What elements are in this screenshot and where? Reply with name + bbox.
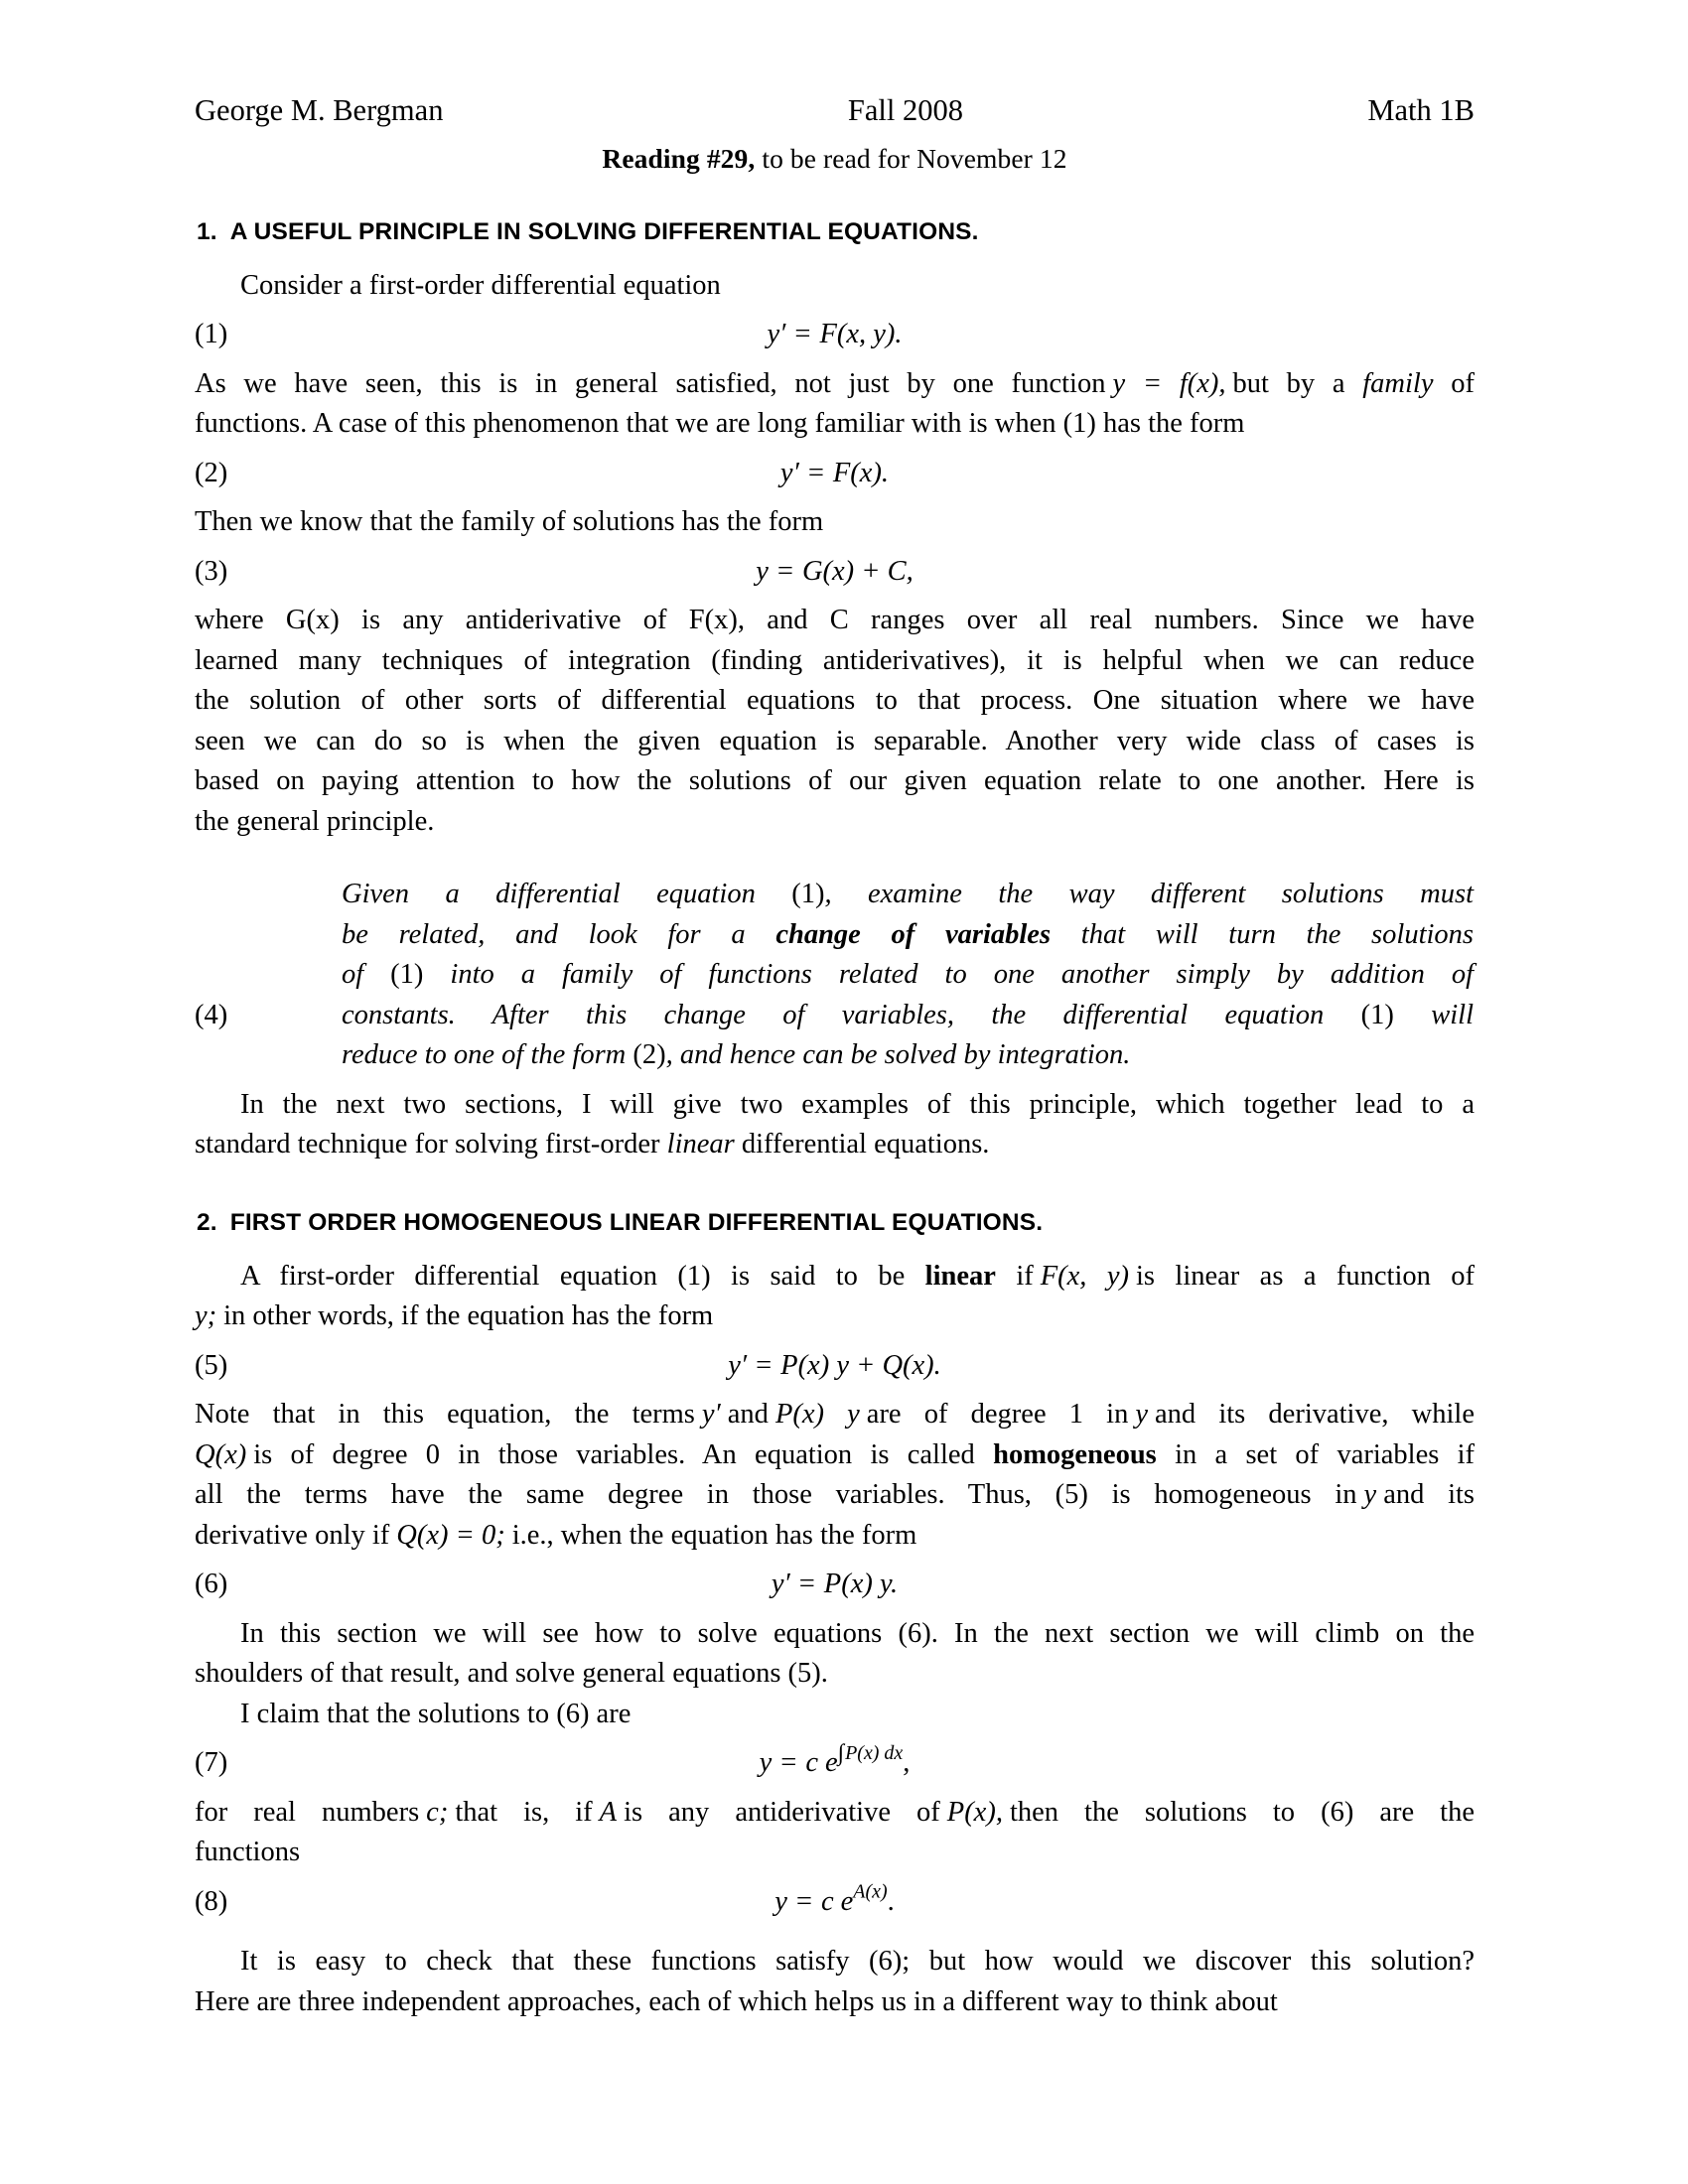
section-1-paragraph-2: Then we know that the family of solutions has the form: [195, 506, 824, 537]
paragraph-line: [195, 1435, 1475, 1476]
section-2-heading: [195, 1209, 1475, 1237]
equation-8: [195, 1882, 1475, 1923]
reading-rest: to be read for November 12: [755, 142, 1067, 174]
section-2-paragraph-1: [195, 1257, 1475, 1337]
equation-7-op: =: [780, 1747, 797, 1778]
section-1-paragraph-4: [195, 1085, 1475, 1165]
equation-2-tag: (2): [195, 457, 228, 488]
paragraph-line: seen we can do so is when the given equation is separable. Another very wide class of cases is: [195, 725, 1475, 756]
equation-3-rhs: G(x) + C,: [801, 555, 914, 587]
equation-6-expression: [195, 1565, 1475, 1605]
equation-6-lhs: y′: [771, 1569, 790, 1599]
paragraph-line: [195, 1125, 1475, 1165]
principle-line-4: constants. After this change of variables, the differential equation (1) will: [342, 999, 1474, 1030]
s2-p1-math: F(x, y): [1040, 1260, 1129, 1292]
s2-p2-m1: y′: [701, 1399, 721, 1430]
principle-line-5: reduce to one of the form (2), and hence can be solved by integration.: [342, 1039, 1131, 1070]
p1-l1-end: but by a: [1232, 367, 1345, 399]
p4-l2a: standard technique for solving first-order: [195, 1129, 660, 1160]
principle-block-4: [195, 875, 1475, 1076]
s2-p5-m2: A: [599, 1796, 618, 1828]
principle-line-2: be related, and look for a change of variables that will turn the solutions: [342, 918, 1474, 950]
s2-p5-l1c: is any antiderivative of: [624, 1796, 940, 1828]
p4-l2b: differential equations.: [741, 1129, 990, 1160]
s2-p1-l2-math: y;: [195, 1300, 217, 1331]
paragraph-line: [195, 1475, 1475, 1516]
equation-7-exponent-body: P(x) dx: [845, 1741, 904, 1764]
paragraph-line: It is easy to check that these functions satisfy (6); but how would we discover this solution?: [240, 1946, 1475, 1977]
p4-l2-italic: linear: [666, 1129, 735, 1160]
equation-2-expression: [195, 454, 1475, 494]
equation-5: [195, 1346, 1475, 1387]
s2-p5-l1a: for real numbers: [195, 1796, 420, 1828]
equation-8-lhs: y: [774, 1885, 787, 1917]
equation-8-base: e: [840, 1885, 854, 1917]
page-header: [195, 95, 1475, 126]
equation-8-expression: [195, 1882, 1475, 1923]
section-2-title: FIRST ORDER HOMOGENEOUS LINEAR DIFFERENTIAL EQUATIONS.: [229, 1208, 1044, 1236]
paragraph-line: where G(x) is any antiderivative of F(x), and C ranges over all real numbers. Since we have: [195, 605, 1475, 635]
s2-p5-l1d: then the solutions to (6) are the: [1009, 1796, 1475, 1828]
header-author: George M. Bergman: [195, 93, 444, 127]
principle-line-1: Given a differential equation (1), examine the way different solutions must: [342, 879, 1474, 909]
section-2-paragraph-5: [195, 1793, 1475, 1873]
s2-p2-bold-homogeneous: homogeneous: [993, 1438, 1157, 1470]
equation-6: [195, 1565, 1475, 1605]
equation-7-tag: (7): [195, 1747, 228, 1778]
equation-7-exponent: [837, 1740, 904, 1767]
s2-p2-l2a: is of degree 0 in those variables. An equation is called: [253, 1438, 975, 1470]
equation-7-lhs: y: [759, 1747, 773, 1778]
s2-p5-m1: c;: [426, 1796, 449, 1828]
equation-3-lhs: y: [756, 555, 769, 587]
paragraph-line: [195, 364, 1475, 405]
p1-l1-math: y = f(x),: [1112, 367, 1226, 399]
section-2-paragraph-3: [195, 1614, 1475, 1695]
equation-7-trail: ,: [903, 1747, 911, 1778]
s2-p5-l1b: that is, if: [455, 1796, 593, 1828]
principle-bold-phrase: change of variables: [775, 918, 1052, 950]
s2-p1-end: is linear as a function of: [1135, 1260, 1476, 1292]
s2-p2-l1c: and its derivative, while: [1155, 1399, 1475, 1430]
equation-7-coef: c: [805, 1747, 819, 1778]
s2-p1-l1: A first-order differential equation (1) is said to be: [240, 1260, 906, 1292]
equation-1-rhs: F(x, y).: [819, 319, 903, 349]
equation-3-op: =: [776, 555, 793, 587]
paragraph-line: learned many techniques of integration (finding antiderivatives), it is helpful when we can reduce: [195, 644, 1475, 676]
s2-p2-m2: P(x) y: [774, 1399, 860, 1430]
section-1-heading: [195, 218, 1475, 246]
equation-2-lhs: y′: [779, 457, 799, 488]
equation-8-trail: .: [887, 1885, 895, 1917]
equation-7-expression: [195, 1740, 1475, 1784]
s2-p2-l4b: i.e., when the equation has the form: [511, 1519, 917, 1551]
s2-p2-l4-m: Q(x) = 0;: [396, 1519, 505, 1551]
equation-5-lhs: y′: [728, 1349, 748, 1381]
paragraph-line: Here are three independent approaches, each of which helps us in a different way to think about: [195, 1985, 1278, 2017]
p1-l1-of: of: [1451, 367, 1475, 399]
s2-p2-l4a: derivative only if: [195, 1519, 390, 1551]
equation-1-lhs: y′: [767, 319, 786, 349]
paragraph-line: [195, 1395, 1475, 1435]
s2-p2-l1a: Note that in this equation, the terms: [195, 1399, 695, 1430]
paragraph-line: [195, 1297, 1475, 1337]
s2-p2-l3-m: y: [1363, 1479, 1377, 1510]
s2-p2-l1b: are of degree 1 in: [866, 1399, 1129, 1430]
equation-8-coef: c: [820, 1885, 834, 1917]
header-course: Math 1B: [1367, 93, 1475, 127]
equation-4-tag: (4): [195, 1000, 228, 1030]
paragraph-line: shoulders of that result, and solve general equations (5).: [195, 1658, 828, 1689]
section-1-intro: Consider a first-order differential equation: [240, 269, 721, 301]
equation-2-rhs: F(x).: [832, 457, 890, 488]
equation-3-tag: (3): [195, 555, 228, 587]
principle-line-3: of (1) into a family of functions related to one another simply by addition of: [342, 959, 1474, 990]
s2-p2-l2-m1: Q(x): [195, 1438, 247, 1470]
paragraph-line: [195, 1793, 1475, 1834]
paragraph-line: [195, 1257, 1475, 1297]
paragraph-line: the solution of other sorts of differential equations to that process. One situation where we have: [195, 685, 1475, 716]
paragraph-line: In this section we will see how to solve equations (6). In the next section we will climb on the: [240, 1617, 1475, 1649]
equation-3: [195, 552, 1475, 593]
paragraph-line: the general principle.: [195, 805, 435, 837]
paragraph-line: [195, 1516, 1475, 1557]
paragraph-line: based on paying attention to how the solutions of our given equation relate to one another. Here is: [195, 765, 1475, 796]
paragraph-line: In the next two sections, I will give two examples of this principle, which together lead to a: [240, 1088, 1475, 1120]
equation-6-tag: (6): [195, 1569, 228, 1599]
section-2-number: 2.: [197, 1208, 217, 1236]
s2-p2-m3: y: [1135, 1399, 1149, 1430]
reading-label: Reading #29,: [602, 142, 756, 174]
paragraph-line: functions: [195, 1837, 301, 1867]
section-1-number: 1.: [197, 217, 217, 245]
s2-p1-l2: in other words, if the equation has the form: [223, 1300, 714, 1331]
equation-1-expression: [195, 315, 1475, 355]
section-1-paragraph-3: [195, 601, 1475, 842]
s2-p1-bold-linear: linear: [924, 1260, 996, 1292]
equation-5-op: =: [756, 1349, 773, 1381]
paragraph-line: functions. A case of this phenomenon that we are long familiar with is when (1) has the form: [195, 408, 1245, 439]
equation-8-op: =: [795, 1885, 812, 1917]
p1-l1-italic: family: [1362, 367, 1434, 399]
s2-p1-if: if: [1016, 1260, 1034, 1292]
equation-6-rhs: P(x) y.: [823, 1569, 899, 1599]
equation-1: [195, 315, 1475, 355]
equation-3-expression: [195, 552, 1475, 593]
equation-5-tag: (5): [195, 1349, 228, 1381]
section-2-paragraph-4: I claim that the solutions to (6) are: [240, 1698, 632, 1729]
equation-1-op: =: [794, 319, 811, 349]
equation-2-op: =: [807, 457, 824, 488]
equation-8-exponent: A(x): [853, 1880, 888, 1903]
equation-5-expression: [195, 1346, 1475, 1387]
equation-7-base: e: [825, 1747, 838, 1778]
section-1-paragraph-1: [195, 364, 1475, 445]
section-1-title: A USEFUL PRINCIPLE IN SOLVING DIFFERENTIAL EQUATIONS.: [229, 217, 979, 245]
equation-2: [195, 454, 1475, 494]
equation-8-tag: (8): [195, 1885, 228, 1917]
header-term: Fall 2008: [847, 93, 963, 127]
reading-subtitle: [195, 143, 1475, 175]
equation-7: [195, 1740, 1475, 1784]
section-2-paragraph-2: [195, 1395, 1475, 1556]
p1-l1-text: As we have seen, this is in general satisfied, not just by one function: [195, 367, 1106, 399]
s2-p2-and: and: [727, 1399, 769, 1430]
section-2-paragraph-6: [195, 1942, 1475, 2022]
s2-p5-m3: P(x),: [946, 1796, 1003, 1828]
s2-p2-l3: all the terms have the same degree in those variables. Thus, (5) is homogeneous in: [195, 1479, 1357, 1510]
equation-1-tag: (1): [195, 319, 228, 349]
integral-icon: ∫: [837, 1740, 845, 1767]
s2-p2-l3b: and its: [1383, 1479, 1476, 1510]
equation-6-op: =: [798, 1569, 815, 1599]
s2-p2-l2b: in a set of variables if: [1175, 1438, 1476, 1470]
principle-text: [342, 875, 1474, 1076]
equation-5-rhs: P(x) y + Q(x).: [780, 1349, 941, 1381]
